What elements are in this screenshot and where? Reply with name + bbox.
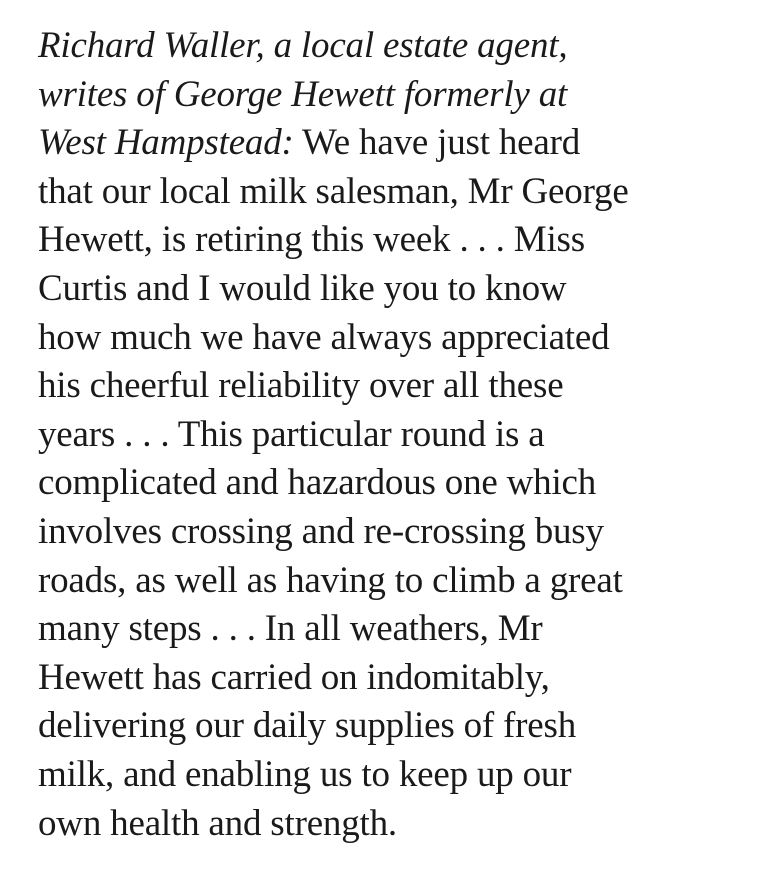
body-line: roads, as well as having to climb a great: [38, 559, 623, 601]
intro-place: West Hampstead:: [38, 122, 294, 164]
body-line: Hewett has carried on indomitably,: [38, 656, 550, 698]
body-line: many steps . . . In all weathers, Mr: [38, 608, 543, 650]
body-line: Curtis and I would like you to know: [38, 267, 567, 309]
body-line: complicated and hazardous one which: [38, 462, 597, 504]
body-line: years . . . This particular round is a: [38, 413, 545, 455]
intro-line-3: [38, 119, 758, 168]
body-line: delivering our daily supplies of fresh: [38, 705, 577, 747]
letter-text-block: [38, 22, 758, 848]
body-line: milk, and enabling us to keep up our: [38, 753, 572, 795]
body-line: that our local milk salesman, Mr George: [38, 170, 629, 212]
body-line: how much we have always appreciated: [38, 316, 610, 358]
body-line: his cheerful reliability over all these: [38, 365, 564, 407]
body-line: Hewett, is retiring this week . . . Miss: [38, 219, 585, 261]
body-line: involves crossing and re-crossing busy: [38, 510, 604, 552]
body-line-0: We have just heard: [293, 122, 581, 164]
intro-line-2: writes of George Hewett formerly at: [38, 73, 568, 115]
body-line: own health and strength.: [38, 802, 397, 844]
intro-line-1: Richard Waller, a local estate agent,: [38, 25, 568, 66]
